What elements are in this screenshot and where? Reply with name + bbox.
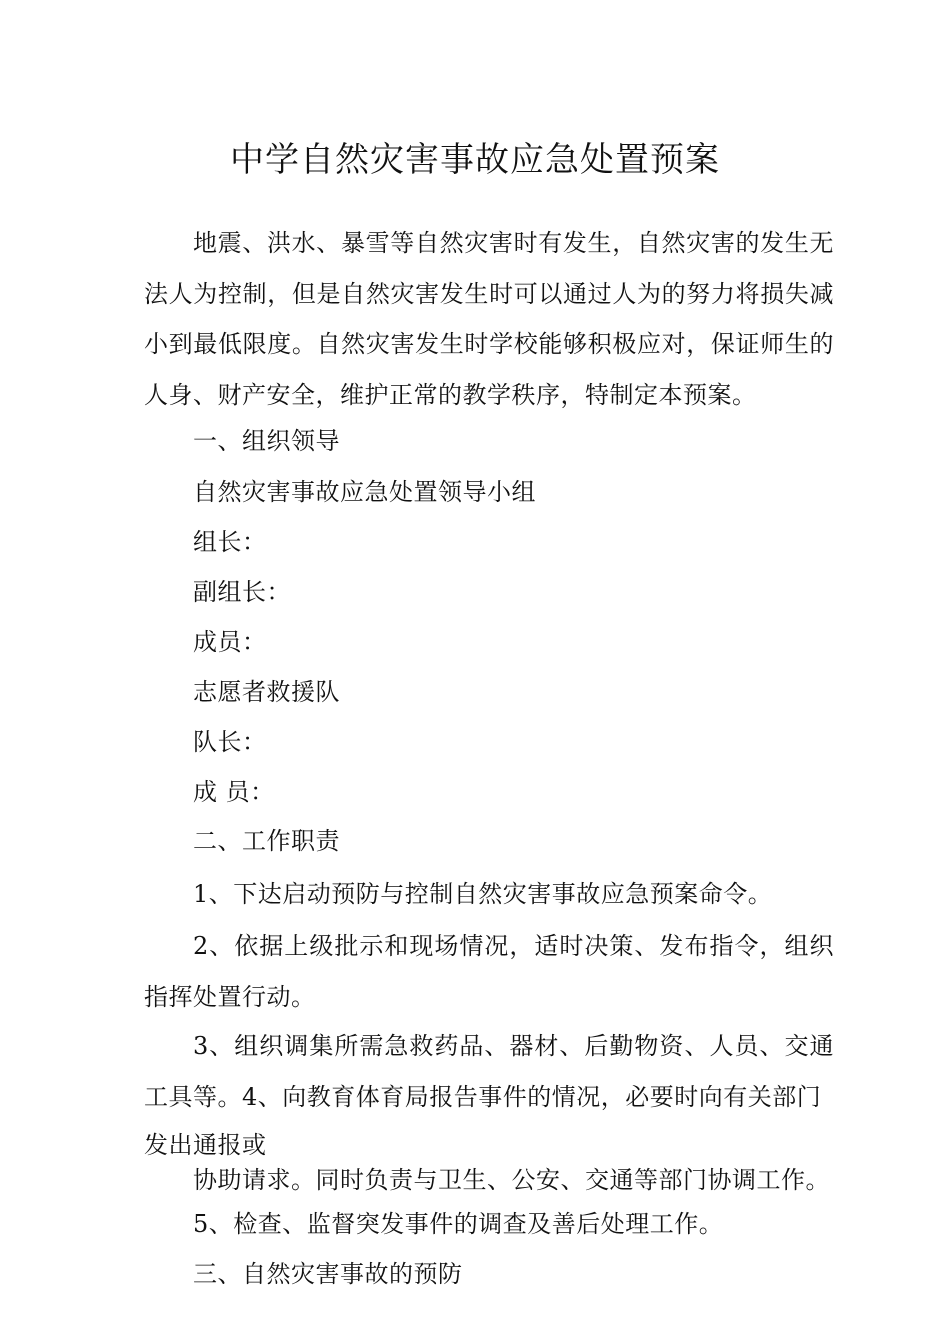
document-title: 中学自然灾害事故应急处置预案 <box>230 140 720 180</box>
deputy-leader-field: 副组长： <box>193 578 291 606</box>
duty-item-4-continued: 发出通报或 <box>144 1131 267 1159</box>
duty-item-5: 5、检查、监督突发事件的调查及善后处理工作。 <box>193 1210 724 1238</box>
duty-item-2: 2、依据上级批示和现场情况，适时决策、发布指令，组织指挥处置行动。 <box>144 932 834 1011</box>
members-field: 成员： <box>193 628 267 656</box>
duty-item-1: 1、下达启动预防与控制自然灾害事故应急预案命令。 <box>193 880 773 908</box>
section-heading-duties: 二、工作职责 <box>193 827 340 855</box>
duty-item-4-continued-2: 协助请求。同时负责与卫生、公安、交通等部门协调工作。 <box>193 1166 830 1194</box>
leader-field: 组长： <box>193 528 267 556</box>
team-members-field: 成 员： <box>193 778 275 806</box>
leadership-group-label: 自然灾害事故应急处置领导小组 <box>193 478 536 506</box>
duty-item-3-4: 3、组织调集所需急救药品、器材、后勤物资、人员、交通工具等。4、向教育体育局报告事件的情况，必要时向有关部门 <box>144 1032 834 1111</box>
section-heading-organization: 一、组织领导 <box>193 427 340 455</box>
team-leader-field: 队长： <box>193 728 267 756</box>
section-heading-prevention: 三、自然灾害事故的预防 <box>193 1260 463 1288</box>
volunteer-team-label: 志愿者救援队 <box>193 678 340 706</box>
intro-paragraph: 地震、洪水、暴雪等自然灾害时有发生，自然灾害的发生无法人为控制，但是自然灾害发生时可以通过人为的努力将损失减小到最低限度。自然灾害发生时学校能够积极应对，保证师生的人身、财产安全，维护正常的教学秩序，特制定本预案。 <box>144 229 834 409</box>
